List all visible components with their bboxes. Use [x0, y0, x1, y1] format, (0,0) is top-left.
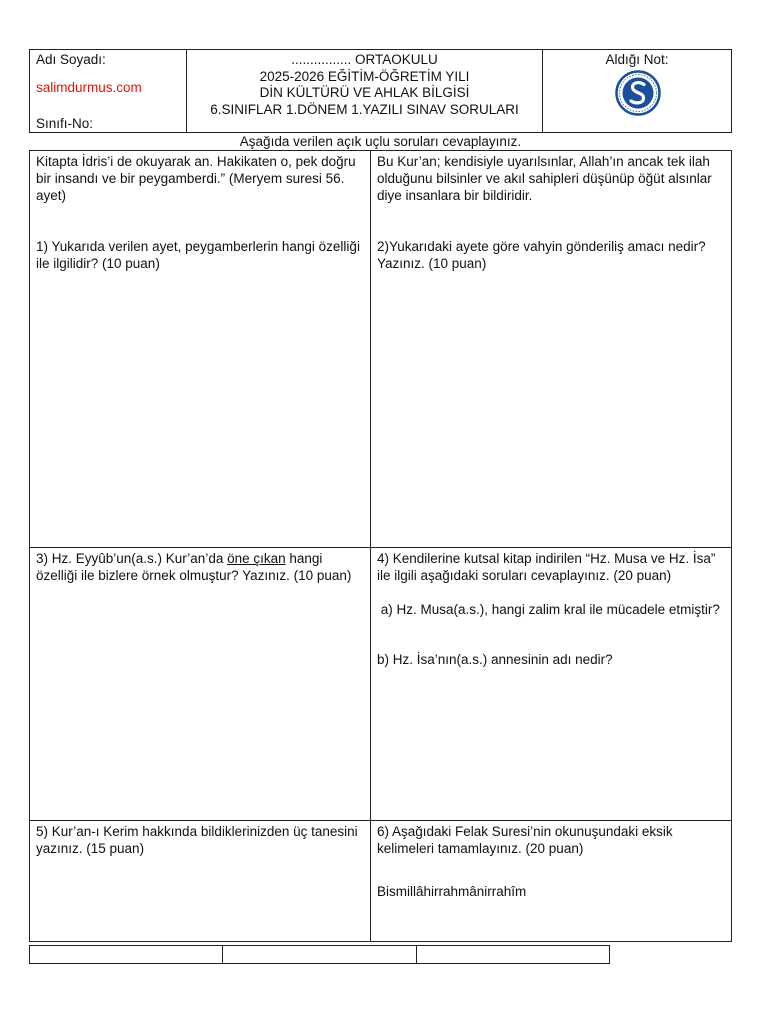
course-name: DİN KÜLTÜRÜ VE AHLAK BİLGİSİ: [259, 85, 470, 100]
underlined-phrase: öne çıkan: [227, 551, 286, 566]
question-4-intro: 4) Kendilerine kutsal kitap indirilen “Hz. Musa ve Hz. İsa” ile ilgili aşağıdaki soruları cevaplayınız. (20 puan): [377, 551, 716, 583]
header-grade-cell: [542, 49, 732, 133]
header-title-cell: [186, 49, 543, 133]
school-name: ................ ORTAOKULU: [291, 52, 438, 67]
question-1-text: 1) Yukarıda verilen ayet, peygamberlerin hangi özelliği ile ilgilidir? (10 puan): [36, 239, 360, 271]
instruction-text: Aşağıda verilen açık uçlu soruları cevaplayınız.: [239, 134, 522, 149]
question-4-box: [370, 547, 732, 821]
question-3-box: [29, 547, 371, 821]
class-label: Sınıfı-No:: [36, 116, 94, 131]
name-label: Adı Soyadı:: [36, 52, 106, 67]
footer-cell-3: [416, 945, 610, 964]
question-4a-text: a) Hz. Musa(a.s.), hangi zalim kral ile mücadele etmiştir?: [377, 602, 720, 617]
header-student-cell: [29, 49, 187, 133]
footer-cell-1: [29, 945, 223, 964]
question-1-box: [29, 150, 371, 548]
question-4b-text: b) Hz. İsa’nın(a.s.) annesinin adı nedir?: [377, 652, 613, 667]
question-6-text: 6) Aşağıdaki Felak Suresi’nin okunuşundaki eksik kelimeleri tamamlayınız. (20 puan): [377, 824, 673, 856]
question-2-text: 2)Yukarıdaki ayete göre vahyin gönderiliş amacı nedir? Yazınız. (10 puan): [377, 239, 706, 271]
school-year: 2025-2026 EĞİTİM-ÖĞRETİM YILI: [259, 68, 470, 84]
question-5-box: [29, 820, 371, 942]
footer-cell-2: [222, 945, 417, 964]
question-5-text: 5) Kur’an-ı Kerim hakkında bildiklerinizden üç tanesini yazınız. (15 puan): [36, 824, 358, 856]
question-6-box: [370, 820, 732, 942]
bismillah-text: Bismillâhirrahmânirrahîm: [377, 884, 527, 899]
question-1-quote: Kitapta İdris’i de okuyarak an. Hakikaten o, pek doğru bir insandı ve bir peygamberdi.” (Meryem suresi 56. ayet): [36, 154, 356, 203]
grade-label: Aldığı Not:: [605, 52, 669, 67]
question-2-box: [370, 150, 732, 548]
question-2-quote: Bu Kur’an; kendisiyle uyarılsınlar, Allah’ın ancak tek ilah olduğunu bilsinler ve akıl sahipleri düşünüp öğüt alsınlar diye insanlara bir bildiridir.: [377, 154, 712, 203]
circular-s-logo-icon: [615, 70, 661, 116]
question-3-text: 3) Hz. Eyyûb’un(a.s.) Kur’an’da öne çıkan hangi özelliği ile bizlere örnek olmuştur? Yazınız. (10 puan): [36, 551, 352, 583]
website-label: salimdurmus.com: [36, 80, 142, 95]
exam-title: 6.SINIFLAR 1.DÖNEM 1.YAZILI SINAV SORULARI: [210, 101, 519, 117]
